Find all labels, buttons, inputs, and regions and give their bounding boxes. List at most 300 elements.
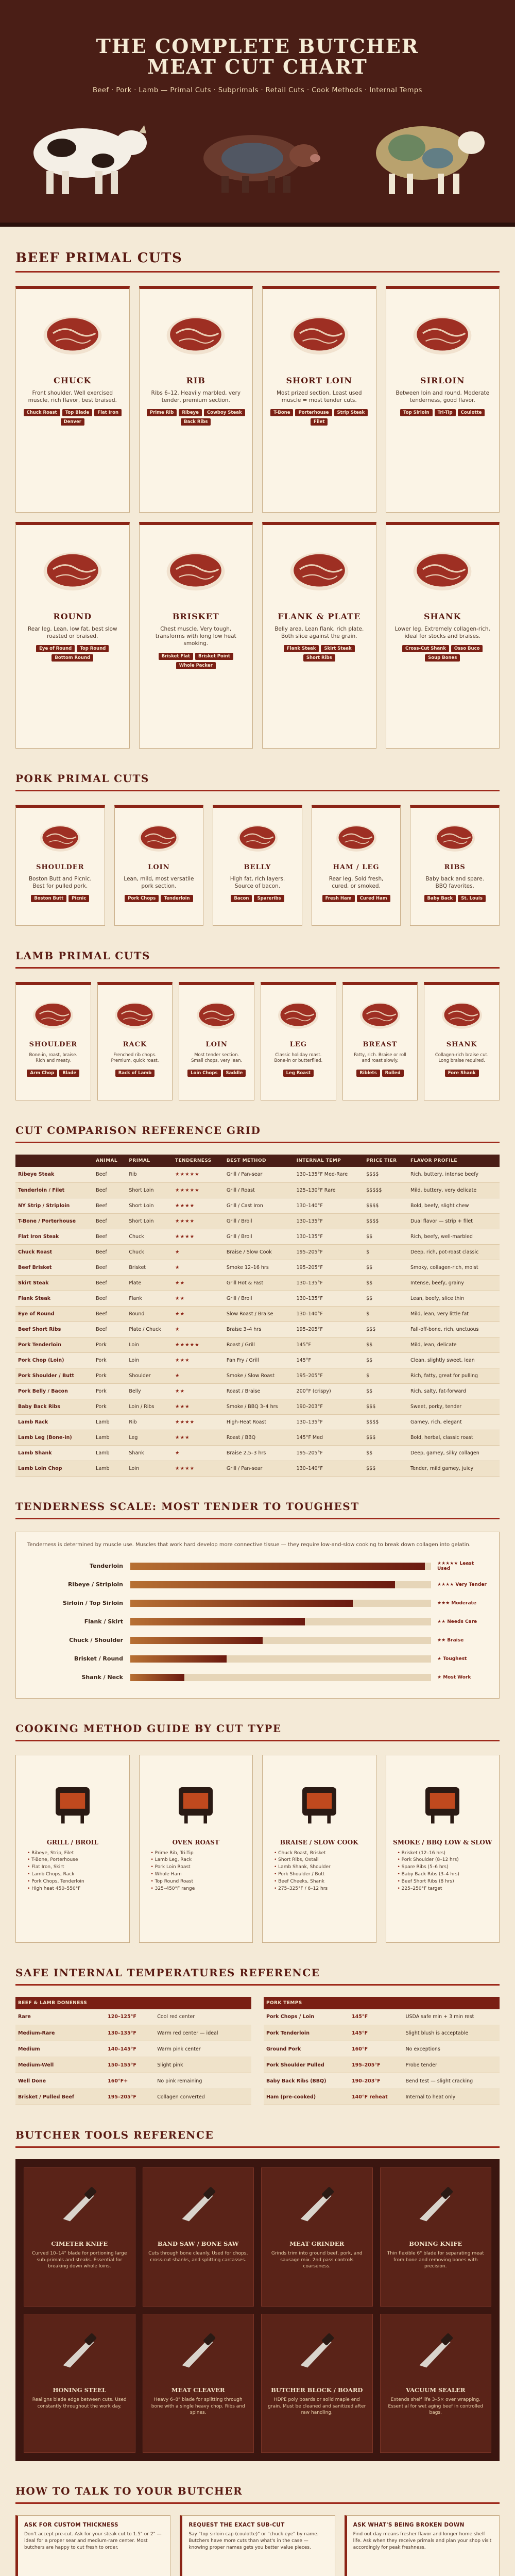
table-cell: 130–140°F (294, 1306, 364, 1321)
card-image (218, 814, 297, 860)
tenderness-bar-row (27, 1613, 488, 1631)
cut-tag: Rack of Lamb (115, 1070, 155, 1077)
table-cell: Lamb (93, 1461, 126, 1476)
saw-icon (148, 2174, 249, 2236)
cut-name-cell: Well Done (15, 2073, 105, 2089)
list-item: • Lamb Chops, Rack (27, 1871, 123, 1878)
lamb-card-shoulder (15, 982, 91, 1100)
table-row (264, 2089, 500, 2105)
beef-card-sirloin (386, 286, 500, 513)
list-item: • Lamb Shank, Shoulder (274, 1864, 370, 1871)
table-cell: 130–135°F (294, 1213, 364, 1229)
list-item: • Whole Ham (151, 1871, 247, 1878)
list-item: • Lamb Leg, Rack (151, 1857, 247, 1864)
table-cell: Beef (93, 1229, 126, 1244)
table-row (15, 1198, 500, 1213)
card-description: Lean, mild, most versatile pork section. (124, 876, 194, 890)
tenderness-bar-track (130, 1563, 431, 1570)
cut-name-cell: Medium (15, 2041, 105, 2057)
table-cell: Pork (93, 1337, 126, 1352)
table-cell: Smoke / BBQ 3–4 hrs (224, 1399, 294, 1414)
card-image (430, 991, 494, 1038)
table-cell: $$ (364, 1291, 408, 1306)
tools-panel (15, 2159, 500, 2461)
tool-name: CIMETER KNIFE (51, 2240, 108, 2247)
cut-name-cell: Tenderloin / Filet (15, 1182, 93, 1198)
table-cell: Cool red center (154, 2009, 251, 2025)
table-cell: $$ (364, 1260, 408, 1275)
card-tags (120, 895, 198, 902)
cut-tag: Flat Iron (94, 409, 122, 416)
method-card (262, 1755, 376, 1943)
table-cell: $$ (364, 1229, 408, 1244)
table-cell: $$$$ (364, 1198, 408, 1213)
tool-description: Curved 10–14" blade for portioning large sub-primals and steaks. Essential for breaking down whole loins. (32, 2251, 127, 2269)
cut-name-cell: Brisket / Pulled Beef (15, 2089, 105, 2105)
meat-cut-icon (39, 308, 106, 360)
card-tags (391, 645, 494, 662)
table-cell: Beef (93, 1198, 126, 1213)
table-cell: $$$$ (364, 1213, 408, 1229)
cut-tag: Riblets (356, 1070, 380, 1077)
pork-card-belly (213, 805, 302, 926)
column-header (15, 1155, 93, 1167)
cut-tag: Strip Steak (334, 409, 368, 416)
cut-tag: Ribeye (179, 409, 202, 416)
list-item: • Pork Shoulder (8–12 hrs) (398, 1857, 493, 1864)
tenderness-bar-note: ★★★★★ Least Used (437, 1561, 474, 1571)
table-row (264, 2025, 500, 2041)
knife-icon (386, 2174, 486, 2236)
tips-grid (0, 2504, 515, 2576)
cut-tag: Short Ribs (303, 654, 335, 662)
list-item: • Short Ribs, Oxtail (274, 1857, 370, 1864)
tool-description: Thin flexible 6" blade for separating meat from bone and removing bones with precision. (387, 2251, 484, 2269)
card-description: Collagen-rich braise cut. Long braise required. (435, 1053, 489, 1064)
table-cell: Short Loin (126, 1182, 173, 1198)
cut-tag: Rolled (382, 1070, 404, 1077)
cut-tag: Filet (311, 418, 328, 426)
comparison-table (15, 1155, 500, 1477)
cut-name-cell: Lamb Shank (15, 1445, 93, 1461)
table-cell: Shank (126, 1445, 173, 1461)
method-name: GRILL / BROIL (46, 1838, 98, 1846)
knife-icon (29, 2174, 130, 2236)
list-item: • Prime Rib, Tri-Tip (151, 1850, 247, 1857)
table-cell: Braise 2.5–3 hrs (224, 1445, 294, 1461)
tip-text: Find out day means fresher flavor and longer home shelf life. Ask when they receive primals and plan your shop visit accordingly for peak freshness. (353, 2532, 492, 2551)
card-name: LOIN (205, 1041, 228, 1048)
table-cell: 145°F (349, 2025, 403, 2041)
tips-section-heading: HOW TO TALK TO YOUR BUTCHER (15, 2461, 500, 2504)
tool-card (24, 2167, 135, 2307)
cut-tag: Coulotte (458, 409, 485, 416)
table-cell: Lamb (93, 1414, 126, 1430)
tenderness-bar-track (130, 1618, 431, 1625)
table-cell: Rib (126, 1414, 173, 1430)
card-description: Lower leg. Extremely collagen-rich, ideal for stocks and braises. (394, 626, 490, 640)
card-description: Front shoulder. Well exercised muscle, rich flavor, best braised. (28, 390, 117, 404)
cut-tag: Picnic (68, 895, 89, 902)
lamb-cut-grid (0, 969, 515, 1100)
tenderness-bar-track (130, 1674, 431, 1681)
card-image (145, 295, 248, 372)
cutting-board-icon (267, 2320, 367, 2382)
methods-section-heading: COOKING METHOD GUIDE BY CUT TYPE (15, 1699, 500, 1741)
table-cell: Loin / Ribs (126, 1399, 173, 1414)
table-cell: Slight blush is acceptable (403, 2025, 500, 2041)
tool-card (380, 2167, 492, 2307)
table-cell: Roast / Braise (224, 1383, 294, 1399)
table-cell: 190–203°F (294, 1399, 364, 1414)
table-row (264, 2009, 500, 2025)
table-cell: 130–135°F (294, 1414, 364, 1430)
column-header: PRIMAL (126, 1155, 173, 1167)
lamb-section-heading: LAMB PRIMAL CUTS (15, 926, 500, 969)
tip-title: REQUEST THE EXACT SUB-CUT (188, 2522, 285, 2528)
tenderness-bar-note: ★★★★ Very Tender (437, 1582, 487, 1587)
cut-name-cell: Medium-Rare (15, 2025, 105, 2041)
cut-tag: Back Ribs (181, 418, 211, 426)
table-row (15, 1182, 500, 1198)
table-cell: $$$ (364, 1430, 408, 1445)
tenderness-bar-fill (130, 1563, 425, 1570)
cut-tag: T-Bone (270, 409, 293, 416)
tip-card (345, 2515, 500, 2576)
tool-name: BONING KNIFE (409, 2240, 462, 2247)
card-name: BREAST (363, 1041, 398, 1048)
cut-tag: Cross-Cut Shank (402, 645, 449, 652)
table-cell: $$$$$ (364, 1182, 408, 1198)
table-cell: Loin (126, 1352, 173, 1368)
method-name: OVEN ROAST (172, 1838, 219, 1846)
tool-name: HONING STEEL (53, 2386, 107, 2394)
card-description: Between loin and round. Moderate tenderness, good flavor. (396, 390, 490, 404)
cut-name-cell: Ground Pork (264, 2041, 349, 2057)
table-cell: ★★★ (173, 1352, 224, 1368)
table-cell: ★★ (173, 1291, 224, 1306)
table-cell: Lamb (93, 1445, 126, 1461)
tenderness-bar-note: ★ Most Work (437, 1674, 471, 1680)
table-cell: ★ (173, 1321, 224, 1337)
table-cell: Grill / Pan-sear (224, 1461, 294, 1476)
cut-tag: Skirt Steak (321, 645, 354, 652)
table-cell: $$ (364, 1445, 408, 1461)
card-name: LOIN (148, 863, 170, 871)
card-tags (268, 645, 371, 662)
table-cell: Beef (93, 1182, 126, 1198)
card-name: ROUND (53, 612, 92, 621)
cut-name-cell: Flat Iron Steak (15, 1229, 93, 1244)
method-card (139, 1755, 253, 1943)
card-image (391, 531, 494, 608)
table-row (15, 1352, 500, 1368)
table-cell: 195–205°F (349, 2057, 403, 2073)
table-cell: Mild, lean, very little fat (408, 1306, 500, 1321)
tenderness-bars (27, 1557, 488, 1687)
tenderness-bar-fill (130, 1637, 263, 1644)
table-cell: 195–205°F (294, 1321, 364, 1337)
table-cell: $$$$ (364, 1167, 408, 1182)
table-row (15, 1291, 500, 1306)
table-cell: 145°F (294, 1352, 364, 1368)
card-name: SHORT LOIN (286, 376, 352, 385)
beef-card-flank-plate (262, 522, 376, 749)
card-name: BELLY (244, 863, 271, 871)
cut-name-cell: Beef Short Ribs (15, 1321, 93, 1337)
table-cell: ★ (173, 1445, 224, 1461)
meat-cut-icon (162, 544, 229, 596)
card-image (317, 814, 396, 860)
cut-tag: Whole Packer (176, 662, 216, 669)
table-cell: $$$ (364, 1399, 408, 1414)
tip-card (15, 2515, 170, 2576)
tenderness-bar-row (27, 1594, 488, 1613)
list-item: • Pork Shoulder / Butt (274, 1871, 370, 1878)
table-cell: Grill / Broil (224, 1229, 294, 1244)
cut-name-cell: Skirt Steak (15, 1275, 93, 1291)
card-image (268, 295, 371, 372)
cut-tag: Fresh Ham (322, 895, 355, 902)
table-cell: ★★★★★ (173, 1337, 224, 1352)
table-cell: Smoke 12–16 hrs (224, 1260, 294, 1275)
cut-tag: Cowboy Steak (204, 409, 245, 416)
table-cell: $$$ (364, 1321, 408, 1337)
table-cell: 195–205°F (294, 1445, 364, 1461)
meat-cut-icon (275, 997, 321, 1032)
tool-description: Cuts through bone cleanly. Used for chops, cross-cut shanks, and splitting carcasses. (148, 2251, 248, 2263)
card-tags (103, 1070, 167, 1077)
table-cell: $$$ (364, 1461, 408, 1476)
table-cell: $$ (364, 1383, 408, 1399)
card-description: Frenched rib chops. Premium, quick roast. (111, 1053, 159, 1064)
table-cell: Round (126, 1306, 173, 1321)
comparison-table-wrap (0, 1143, 515, 1477)
table-cell: 195–205°F (105, 2089, 154, 2105)
card-image (348, 991, 413, 1038)
cut-name-cell: Ham (pre-cooked) (264, 2089, 349, 2105)
cut-tag: Leg Roast (283, 1070, 314, 1077)
table-cell: Smoke / Slow Roast (224, 1368, 294, 1383)
tenderness-bar-note: ★★★ Moderate (437, 1600, 476, 1606)
table-cell: Smoky, collagen-rich, moist (408, 1260, 500, 1275)
table-cell: Warm pink center (154, 2041, 251, 2057)
cut-name-cell: Eye of Round (15, 1306, 93, 1321)
table-cell: 160°F (349, 2041, 403, 2057)
beef-cut-grid (0, 273, 515, 749)
cut-tag: Top Round (77, 645, 109, 652)
table-row (15, 2089, 251, 2105)
table-row (15, 1213, 500, 1229)
cut-name-cell: Baby Back Ribs (BBQ) (264, 2073, 349, 2089)
card-description: Rear leg. Lean, low fat, best slow roasted or braised. (27, 626, 117, 640)
cut-name-cell: Medium-Well (15, 2057, 105, 2073)
table-cell: Short Loin (126, 1198, 173, 1213)
cut-tag: Arm Chop (27, 1070, 57, 1077)
meat-cut-icon (112, 997, 158, 1032)
table-cell: Grill / Roast (224, 1182, 294, 1198)
table-cell: Rich, salty, fat-forward (408, 1383, 500, 1399)
table-row (15, 1321, 500, 1337)
card-tags (184, 1070, 249, 1077)
card-name: SIRLOIN (420, 376, 465, 385)
list-item: • Beef Short Ribs (8 hrs) (398, 1878, 493, 1886)
meat-cut-icon (234, 820, 281, 855)
card-image (391, 295, 494, 372)
table-cell: $$ (364, 1337, 408, 1352)
table-cell: Dual flavor — strip + filet (408, 1213, 500, 1229)
table-cell: 130–135°F Med-Rare (294, 1167, 364, 1182)
table-cell: Braise 3–4 hrs (224, 1321, 294, 1337)
table-cell: No exceptions (403, 2041, 500, 2057)
cut-tag: Saddle (223, 1070, 246, 1077)
tool-name: BUTCHER BLOCK / BOARD (271, 2386, 363, 2394)
meat-cut-icon (432, 820, 478, 855)
table-cell: ★★★★★ (173, 1167, 224, 1182)
table-cell: Beef (93, 1213, 126, 1229)
table-row (15, 2057, 251, 2073)
pork-card-ribs (410, 805, 500, 926)
table-cell: Grill / Broil (224, 1213, 294, 1229)
table-row (15, 1399, 500, 1414)
cow-icon (33, 125, 147, 194)
table-cell: 140°F reheat (349, 2089, 403, 2105)
table-cell: ★★★★ (173, 1198, 224, 1213)
meat-cut-icon (409, 544, 476, 596)
tenderness-bar-row (27, 1668, 488, 1687)
lamb-card-rack (97, 982, 173, 1100)
card-description: High fat, rich layers. Source of bacon. (230, 876, 285, 890)
table-row (15, 1337, 500, 1352)
meat-cut-icon (333, 820, 380, 855)
table-cell: Pork (93, 1399, 126, 1414)
tenderness-bar-note: ★★ Braise (437, 1637, 464, 1643)
list-item: • Chuck Roast, Brisket (274, 1850, 370, 1857)
page-title: THE COMPLETE BUTCHER MEAT CUT CHART (96, 35, 419, 78)
table-cell: 130–140°F (294, 1461, 364, 1476)
table-cell: Rib (126, 1167, 173, 1182)
cut-name-cell: Beef Brisket (15, 1260, 93, 1275)
table-cell: ★★ (173, 1306, 224, 1321)
tool-card (380, 2314, 492, 2453)
tip-text: Say "top sirloin cap (coulotte)" or "chuck eye" by name. Butchers have more cuts than what's in the case — knowing proper names gets you better value pieces. (188, 2532, 319, 2551)
table-cell: 195–205°F (294, 1244, 364, 1260)
tool-name: MEAT CLEAVER (171, 2386, 225, 2394)
table-cell: Grill / Cast Iron (224, 1198, 294, 1213)
tool-name: MEAT GRINDER (289, 2240, 345, 2247)
cut-tag: Porterhouse (295, 409, 332, 416)
card-name: RIBS (444, 863, 466, 871)
tip-text: Don't accept pre-cut. Ask for your steak cut to 1.5" or 2" — ideal for a proper sear and medium-rare center. Most butchers are happy to cut fresh to order. (24, 2532, 162, 2551)
table-row (15, 1229, 500, 1244)
cut-tag: Top Blade (62, 409, 93, 416)
card-name: CHUCK (54, 376, 92, 385)
tenderness-bar-label: Flank / Skirt (84, 1618, 123, 1625)
table-cell: Pork (93, 1368, 126, 1383)
meat-cut-icon (30, 997, 76, 1032)
card-description: Fatty, rich. Braise or roll and roast slowly. (354, 1053, 406, 1064)
cut-tag: Pork Chops (125, 895, 159, 902)
cut-tag: Blade (59, 1070, 79, 1077)
card-description: Ribs 6–12. Heavily marbled, very tender, premium section. (151, 390, 241, 404)
card-tags (21, 895, 99, 902)
card-description: Belly area. Lean flank, rich plate. Both slice against the grain. (274, 626, 364, 640)
tenderness-bar-track (130, 1637, 431, 1644)
card-tags (145, 409, 248, 426)
tenderness-bar-track (130, 1600, 431, 1607)
table-row (15, 2009, 251, 2025)
table-cell: Lamb (93, 1430, 126, 1445)
table-row (15, 2041, 251, 2057)
beef-card-round (15, 522, 130, 749)
column-header: TENDERNESS (173, 1155, 224, 1167)
tip-card (180, 2515, 335, 2576)
pork-temp-table (264, 1997, 500, 2106)
table-cell: $ (364, 1368, 408, 1383)
table-cell: 130–135°F (105, 2025, 154, 2041)
table-cell: ★★★★ (173, 1414, 224, 1430)
table-cell: Warm red center — ideal (154, 2025, 251, 2041)
table-cell: Pork (93, 1383, 126, 1399)
method-grid (0, 1741, 515, 1943)
card-tags (21, 1070, 85, 1077)
card-tags (348, 1070, 413, 1077)
table-cell: Loin (126, 1337, 173, 1352)
table-cell: $$ (364, 1352, 408, 1368)
list-item: • T-Bone, Porterhouse (27, 1857, 123, 1864)
tool-description: Heavy 6–8" blade for splitting through bone with a single heavy chop. Ribs and spines. (151, 2397, 245, 2416)
tenderness-bar-note: ★ Toughest (437, 1656, 467, 1662)
cut-name-cell: Pork Tenderloin (15, 1337, 93, 1352)
cut-name-cell: Chuck Roast (15, 1244, 93, 1260)
card-image (21, 295, 124, 372)
table-cell: Clean, slightly sweet, lean (408, 1352, 500, 1368)
pork-temp-title: PORK TEMPS (264, 1997, 500, 2009)
table-cell: 145°F Med (294, 1430, 364, 1445)
meat-cut-icon (135, 820, 182, 855)
tenderness-bar-label: Tenderloin (89, 1563, 123, 1569)
card-name: RACK (123, 1041, 147, 1048)
tenderness-bar-label: Shank / Neck (81, 1674, 123, 1681)
cut-name-cell: Pork Tenderloin (264, 2025, 349, 2041)
table-cell: Mild, lean, delicate (408, 1337, 500, 1352)
beef-card-short-loin (262, 286, 376, 513)
pork-card-ham-leg (312, 805, 401, 926)
cut-tag: Tri-Tip (435, 409, 456, 416)
tip-title: ASK FOR CUSTOM THICKNESS (24, 2522, 118, 2528)
tenderness-bar-label: Sirloin / Top Sirloin (62, 1600, 123, 1606)
table-cell: Brisket (126, 1260, 173, 1275)
beef-lamb-temp-table (15, 1997, 251, 2106)
tenderness-bar-fill (130, 1618, 305, 1625)
cut-name-cell: Pork Chop (Loin) (15, 1352, 93, 1368)
card-tags (21, 409, 124, 426)
table-cell: 120–125°F (105, 2009, 154, 2025)
table-row (15, 1368, 500, 1383)
table-cell: Tender, mild gamey, juicy (408, 1461, 500, 1476)
list-item: • 275–325°F / 6–12 hrs (274, 1886, 370, 1893)
card-name: SHANK (423, 612, 461, 621)
table-cell: Beef (93, 1260, 126, 1275)
table-cell: Short Loin (126, 1213, 173, 1229)
tenderness-bar-fill (130, 1581, 395, 1588)
grill-icon (22, 1762, 123, 1835)
cut-tag: Brisket Flat (159, 653, 193, 660)
pork-card-loin (114, 805, 204, 926)
method-list (22, 1850, 123, 1893)
table-cell: 160°F+ (105, 2073, 154, 2089)
tool-card (143, 2314, 254, 2453)
